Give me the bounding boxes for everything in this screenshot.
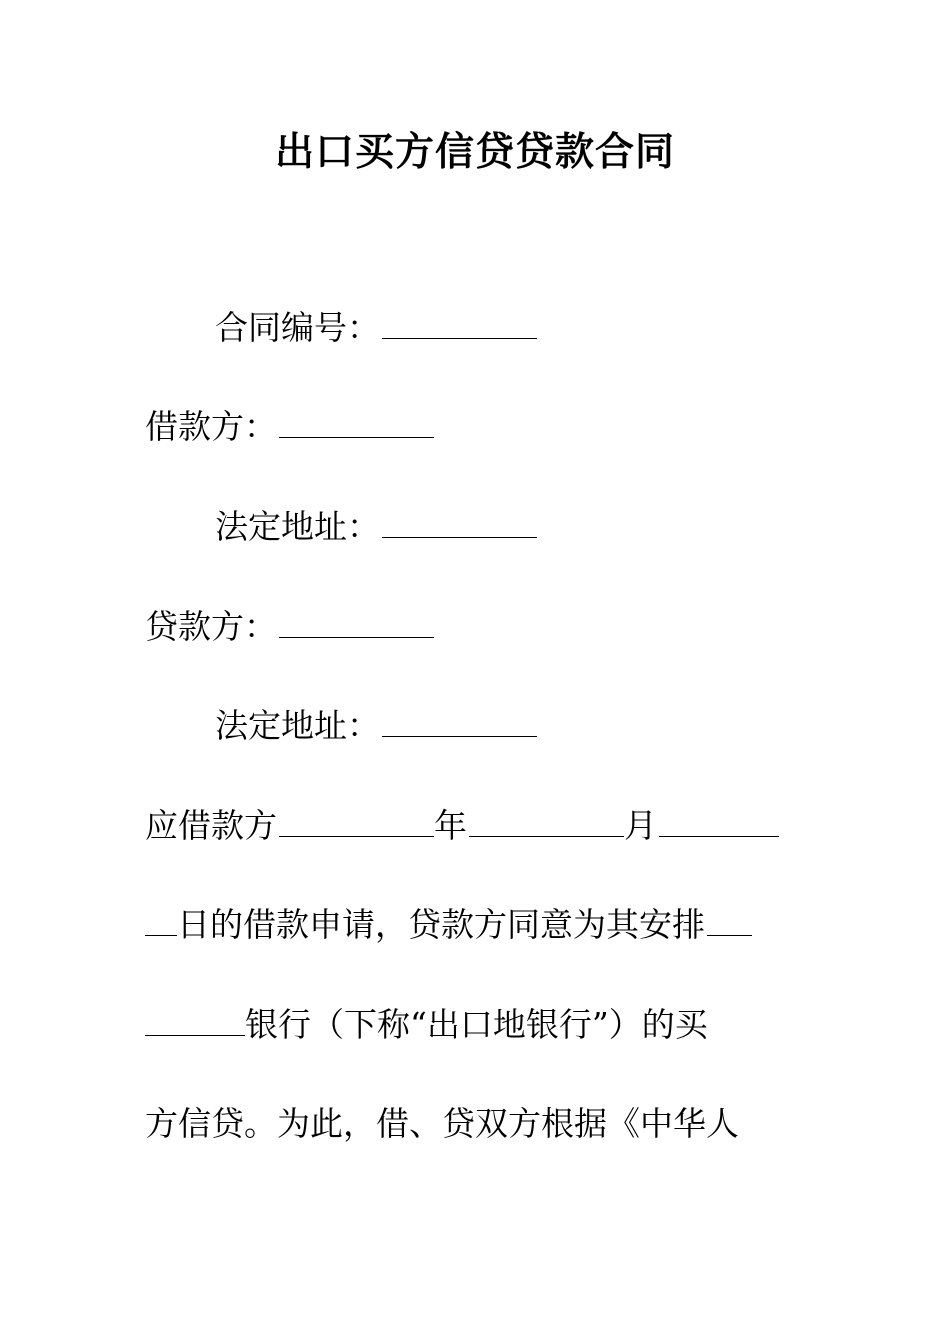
body-text-1c: 月 xyxy=(624,806,657,845)
body-text-1b: 年 xyxy=(434,806,467,845)
body-text-3a: 银行（下称“出口地银行”）的买 xyxy=(245,1005,708,1044)
borrower-address-label: 法定地址： xyxy=(215,507,380,546)
borrower-line xyxy=(145,405,434,449)
borrower-address-blank xyxy=(382,505,537,538)
day-blank-end xyxy=(145,903,177,936)
lender-label: 贷款方： xyxy=(145,607,277,646)
borrower-address-line xyxy=(215,505,537,549)
lender-address-blank xyxy=(382,704,537,737)
bank-blank-start xyxy=(707,903,752,936)
body-line-1 xyxy=(145,804,779,848)
body-text-4a: 方信贷。为此，借、贷双方根据《中华人 xyxy=(145,1104,739,1143)
lender-line xyxy=(145,605,434,649)
contract-number-line xyxy=(215,306,537,350)
lender-address-label: 法定地址： xyxy=(215,706,380,745)
contract-number-label: 合同编号： xyxy=(215,308,380,347)
body-line-2 xyxy=(145,903,752,947)
borrower-label: 借款方： xyxy=(145,407,277,446)
borrower-blank xyxy=(279,405,434,438)
year-blank xyxy=(279,804,434,837)
day-blank-start xyxy=(659,804,779,837)
body-text-2a: 日的借款申请，贷款方同意为其安排 xyxy=(177,905,705,944)
bank-blank-end xyxy=(145,1003,245,1036)
document-title: 出口买方信贷贷款合同 xyxy=(274,129,675,175)
month-blank xyxy=(469,804,624,837)
body-text-1a: 应借款方 xyxy=(145,806,277,845)
lender-blank xyxy=(279,605,434,638)
body-line-3 xyxy=(145,1003,708,1047)
lender-address-line xyxy=(215,704,537,748)
contract-number-blank xyxy=(382,306,537,339)
body-line-4 xyxy=(145,1102,739,1146)
